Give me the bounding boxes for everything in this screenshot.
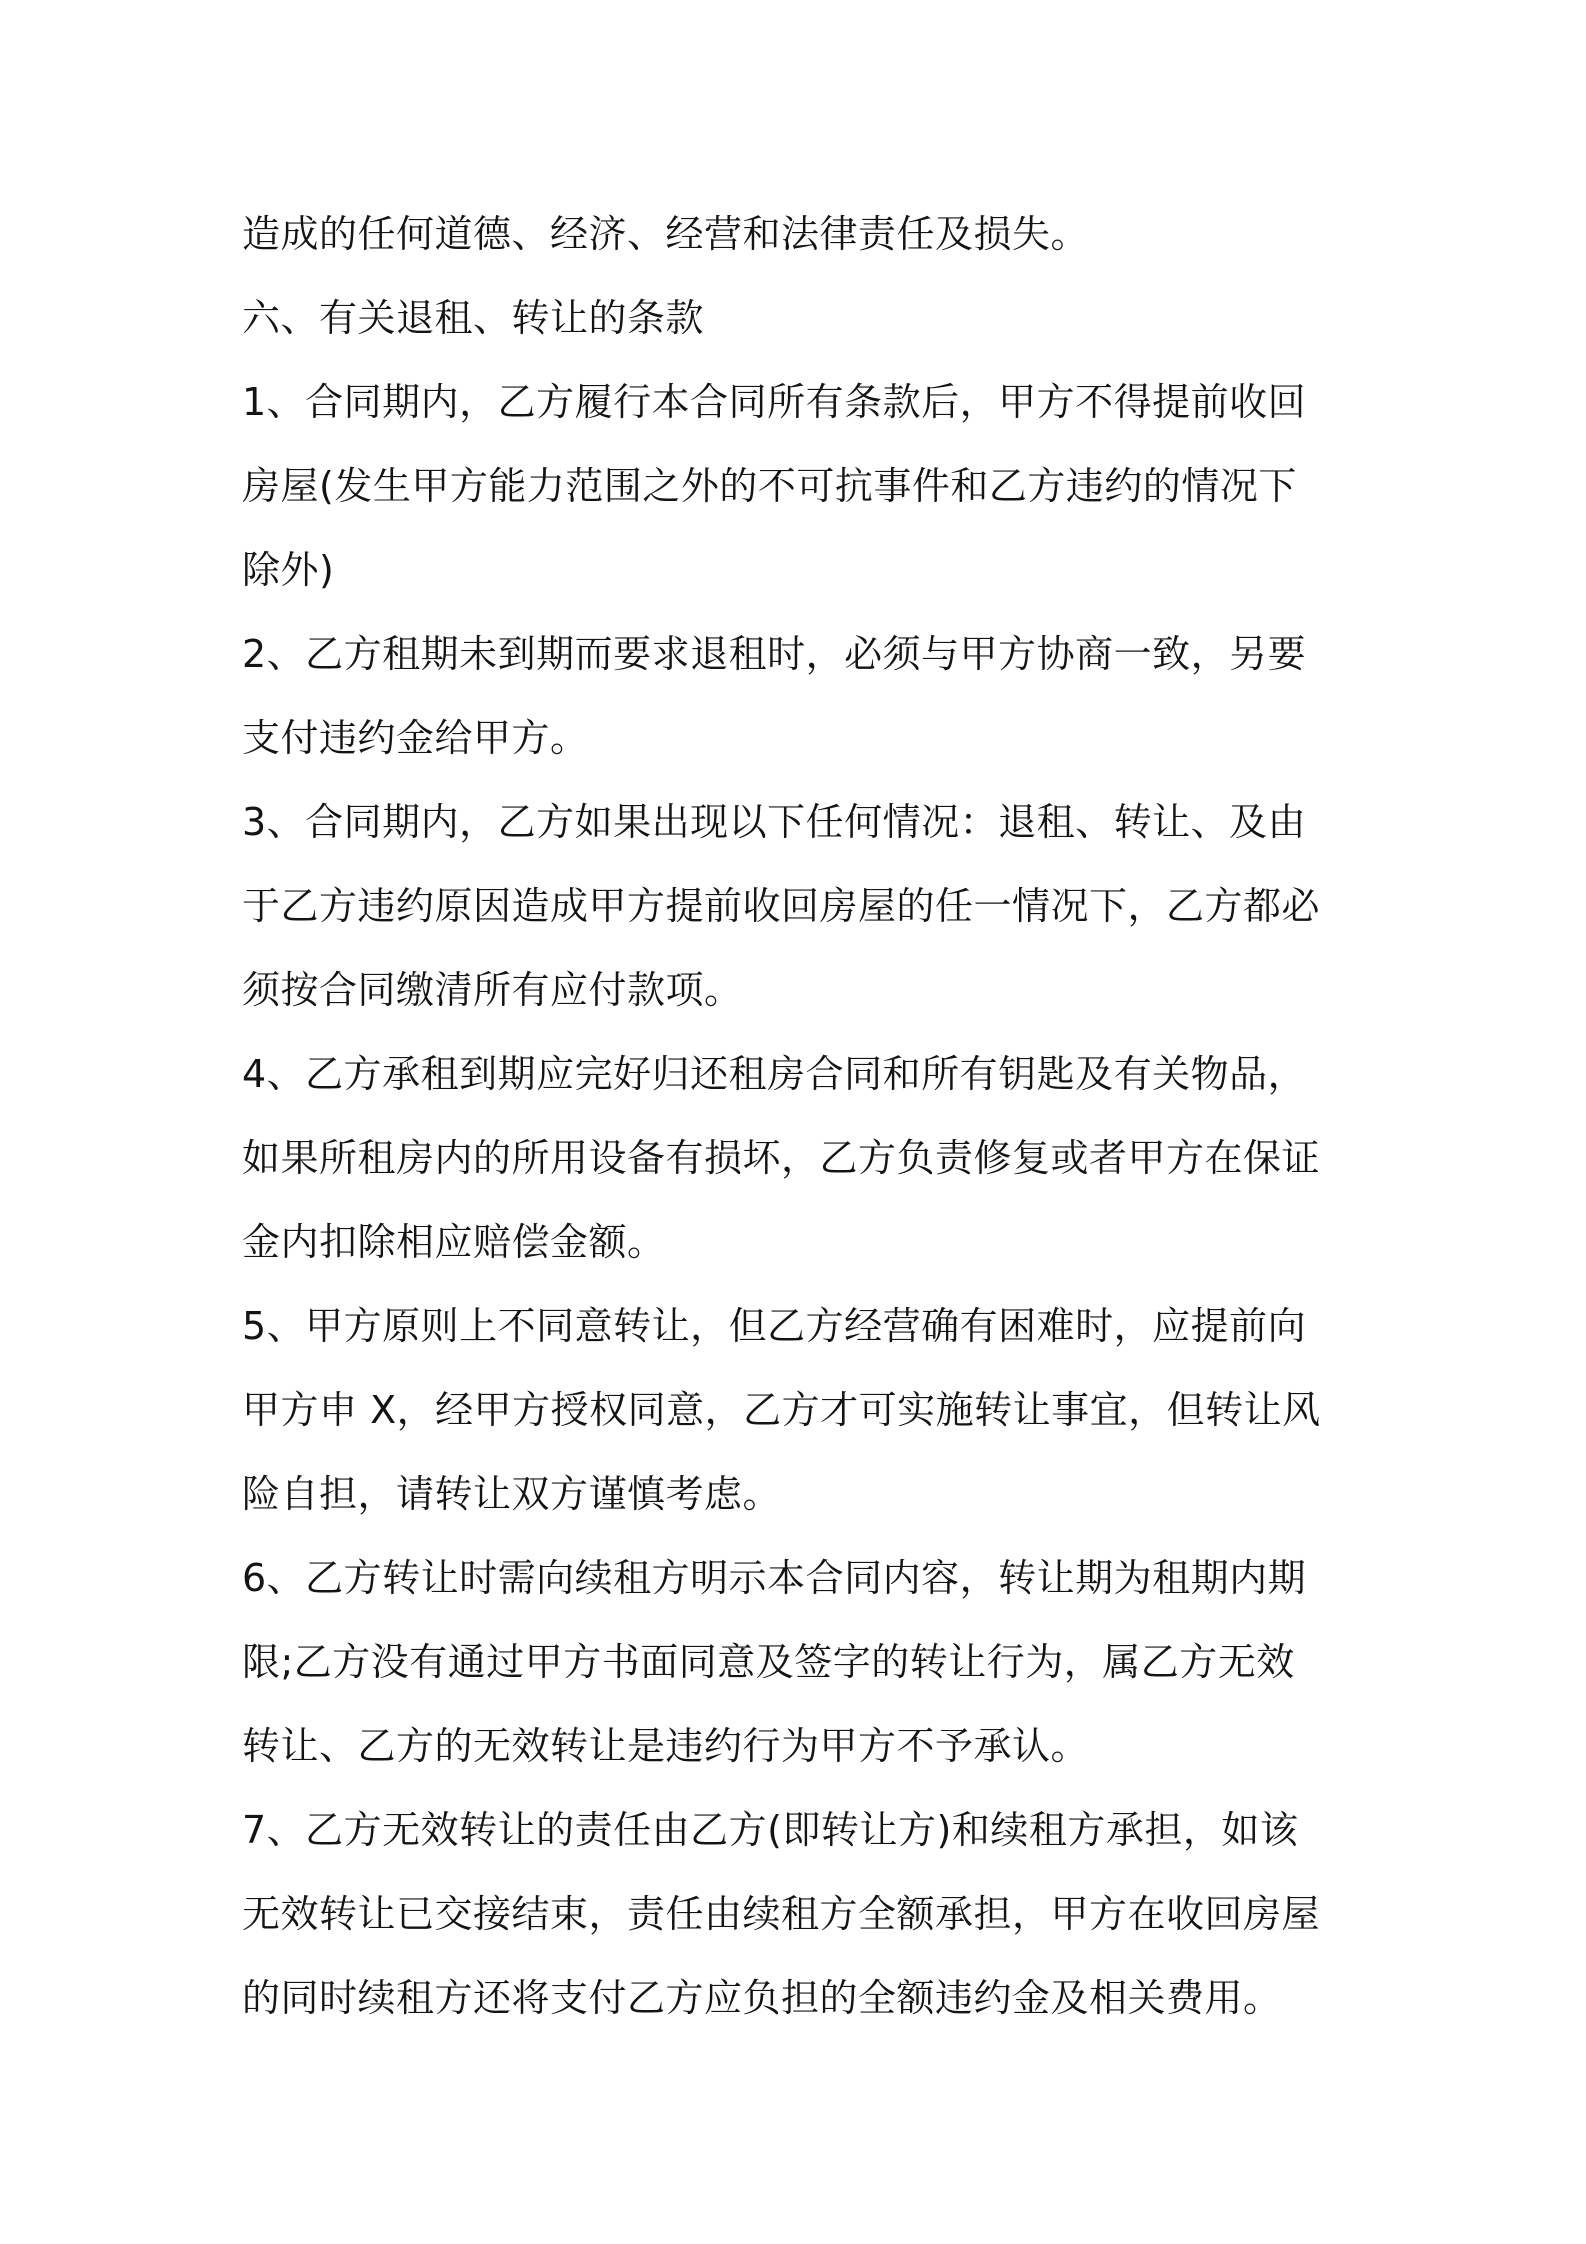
text-line: 4、乙方承租到期应完好归还租房合同和所有钥匙及有关物品， [242, 1052, 1307, 1096]
text-line: 险自担，请转让双方谨慎考虑。 [242, 1472, 782, 1516]
text-line: 转让、乙方的无效转让是违约行为甲方不予承认。 [242, 1724, 1090, 1768]
text-line: 金内扣除相应赔偿金额。 [242, 1220, 666, 1264]
text-line: 房屋(发生甲方能力范围之外的不可抗事件和乙方违约的情况下 [242, 464, 1297, 508]
text-line: 须按合同缴清所有应付款项。 [242, 968, 743, 1012]
text-line: 7、乙方无效转让的责任由乙方(即转让方)和续租方承担，如该 [242, 1808, 1299, 1852]
text-line: 于乙方违约原因造成甲方提前收回房屋的任一情况下，乙方都必 [242, 884, 1321, 928]
text-line: 无效转让已交接结束，责任由续租方全额承担，甲方在收回房屋 [242, 1892, 1321, 1936]
text-line: 1、合同期内，乙方履行本合同所有条款后，甲方不得提前收回 [242, 380, 1307, 424]
section-heading: 六、有关退租、转让的条款 [242, 296, 705, 340]
text-line: 3、合同期内，乙方如果出现以下任何情况：退租、转让、及由 [242, 800, 1307, 844]
text-line: 支付违约金给甲方。 [242, 716, 589, 760]
text-line: 的同时续租方还将支付乙方应负担的全额违约金及相关费用。 [242, 1976, 1282, 2020]
text-line: 限;乙方没有通过甲方书面同意及签字的转让行为，属乙方无效 [242, 1640, 1295, 1684]
text-line: 除外) [242, 548, 335, 592]
text-line: 2、乙方租期未到期而要求退租时，必须与甲方协商一致，另要 [242, 632, 1307, 676]
text-line: 5、甲方原则上不同意转让，但乙方经营确有困难时，应提前向 [242, 1304, 1307, 1348]
text-line: 6、乙方转让时需向续租方明示本合同内容，转让期为租期内期 [242, 1556, 1307, 1600]
document-body [242, 192, 1360, 2040]
text-line: 甲方申 X，经甲方授权同意，乙方才可实施转让事宜，但转让风 [242, 1388, 1321, 1432]
text-line: 造成的任何道德、经济、经营和法律责任及损失。 [242, 212, 1090, 256]
text-line: 如果所租房内的所用设备有损坏，乙方负责修复或者甲方在保证 [242, 1136, 1321, 1180]
